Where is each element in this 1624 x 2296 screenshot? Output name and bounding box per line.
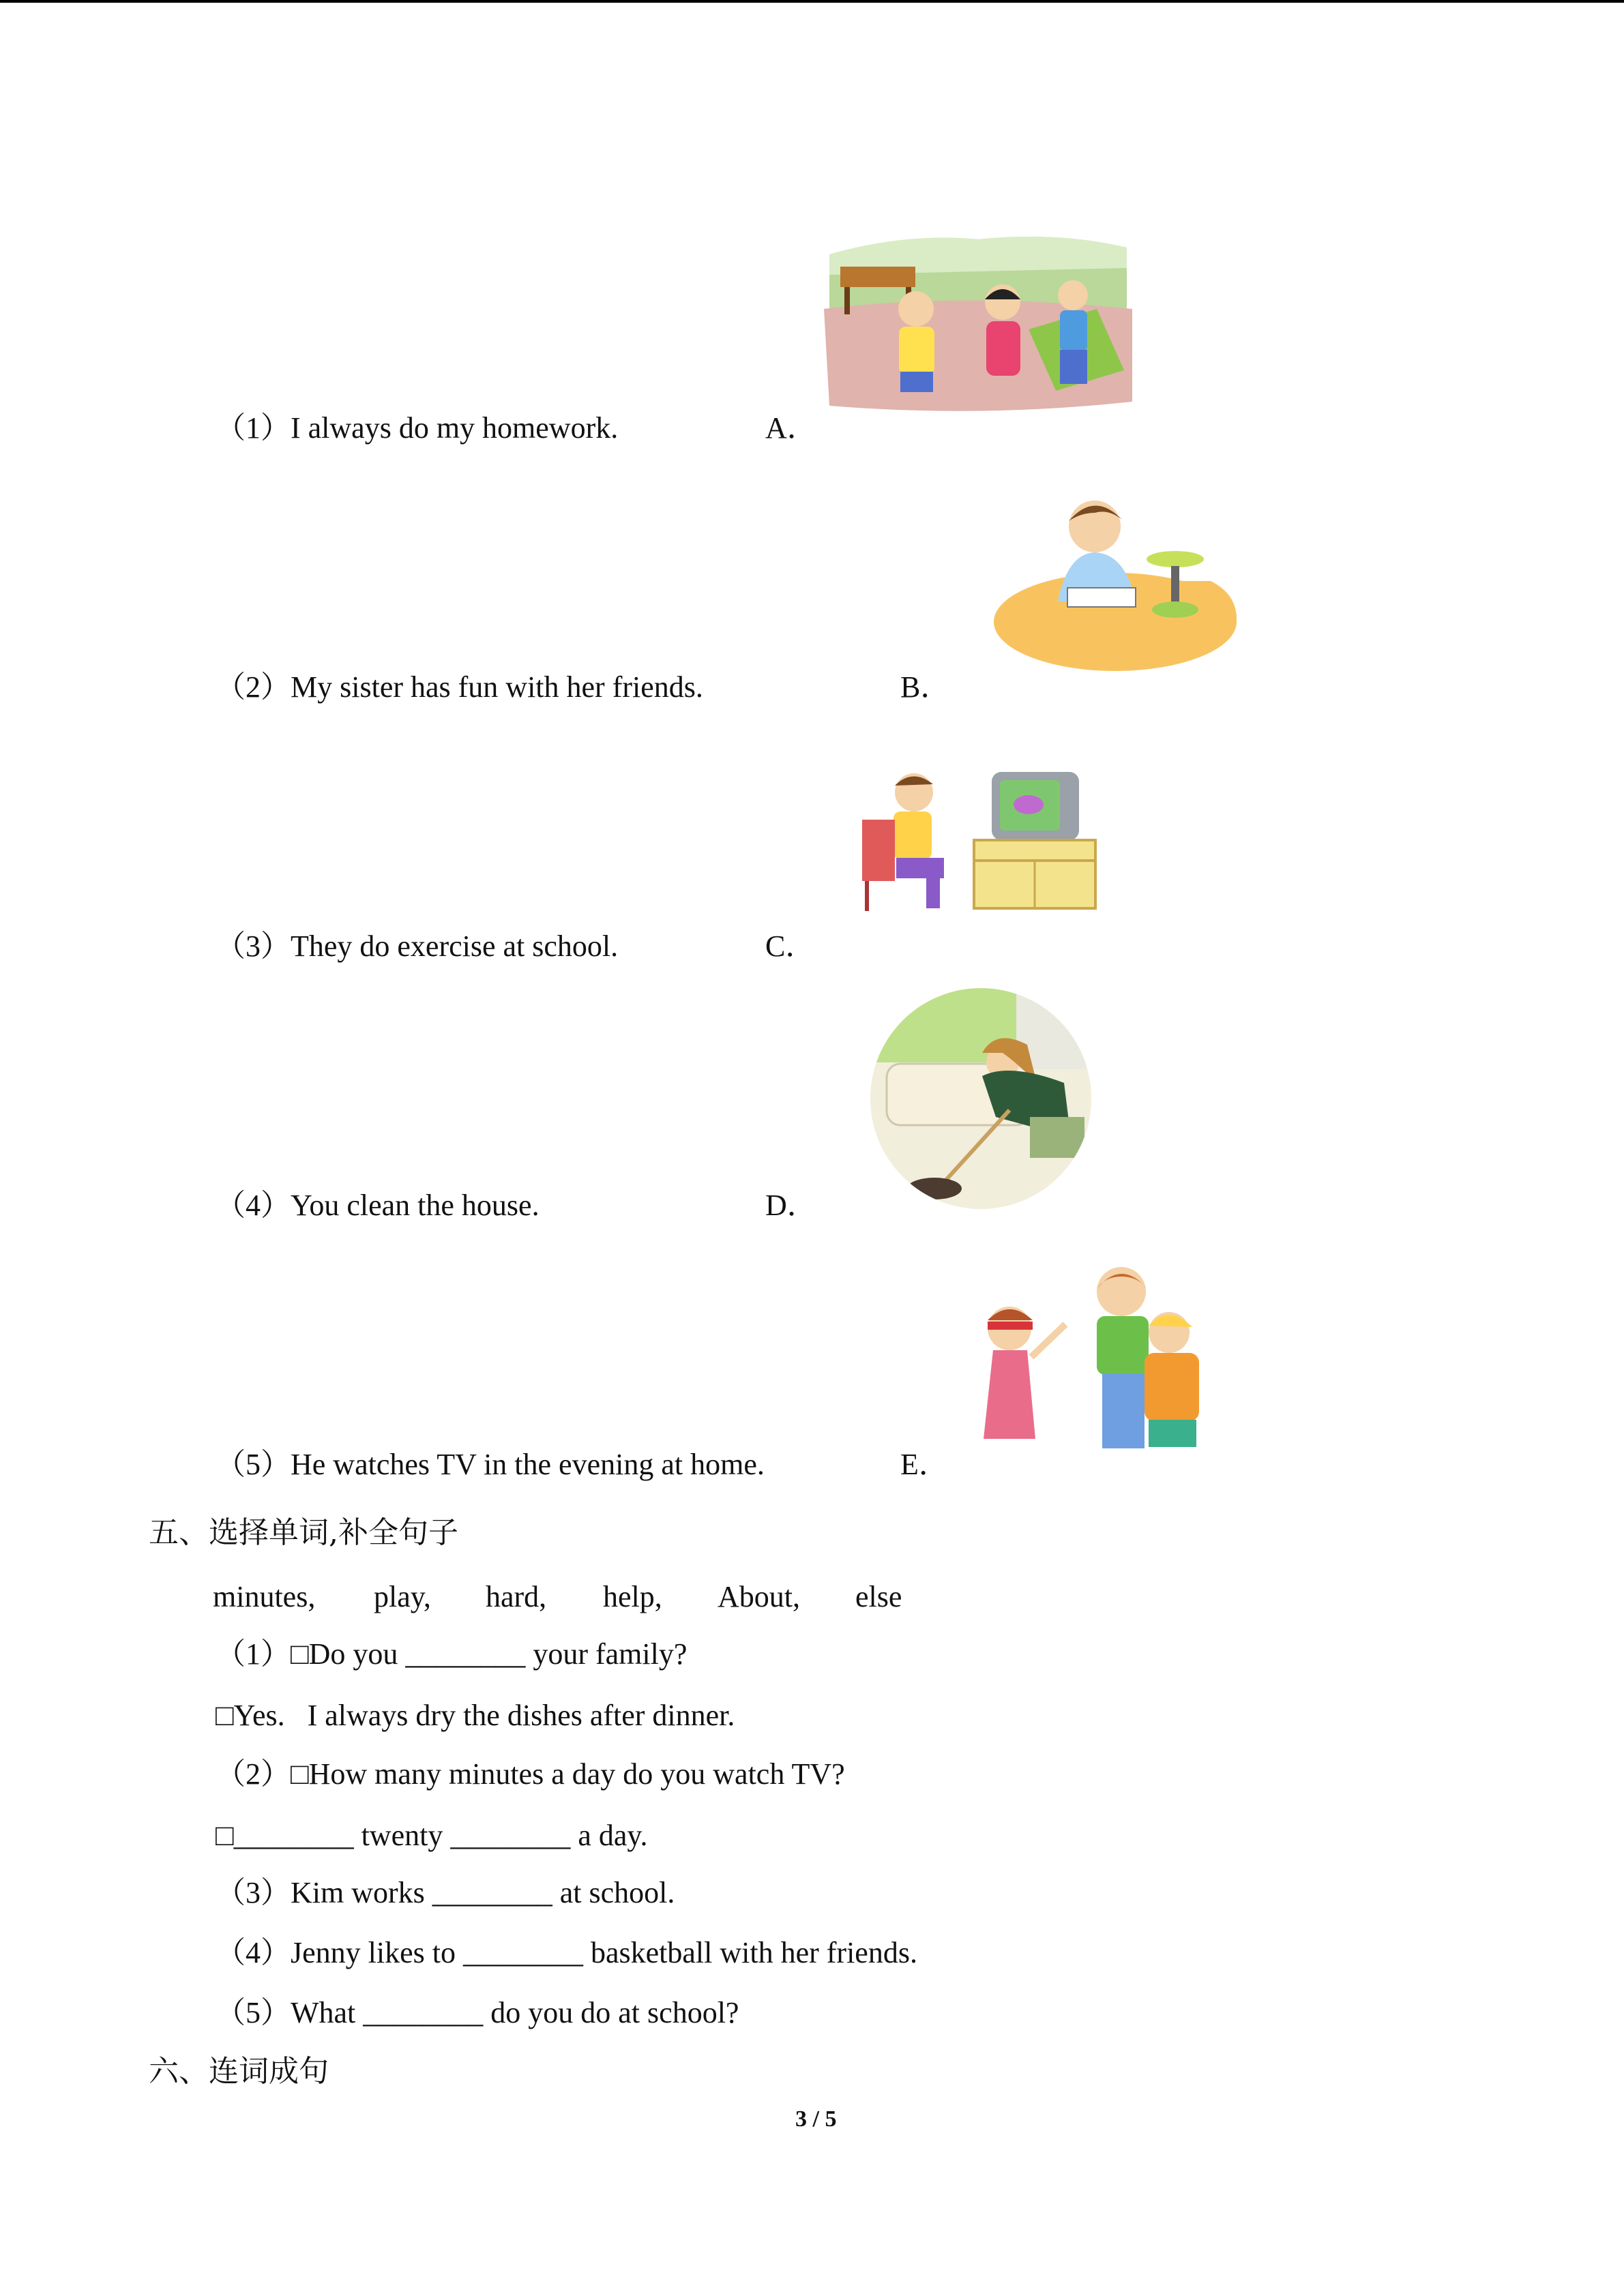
children-exercising-picture <box>824 227 1132 415</box>
option-letter: D． <box>765 1189 817 1222</box>
page-top-border <box>0 0 1624 3</box>
boy-watching-tv-picture <box>858 765 1097 915</box>
girl-cleaning-house-picture <box>866 987 1095 1210</box>
word-bank-item: minutes, <box>213 1580 316 1613</box>
option-letter: A． <box>765 411 817 445</box>
option-letter: E． <box>900 1448 949 1481</box>
word-bank-item: hard, <box>486 1580 547 1613</box>
word-bank-item: else <box>855 1580 902 1613</box>
page-number: 3 / 5 <box>795 2106 837 2132</box>
option-letter: B． <box>900 670 951 704</box>
word-bank-item: About, <box>718 1580 800 1613</box>
word-bank-item: play, <box>374 1580 431 1613</box>
boy-doing-homework-picture <box>992 486 1238 674</box>
matching-sentence: （1）I always do my homework. <box>216 411 619 445</box>
matching-sentence: （4）You clean the house. <box>216 1189 540 1222</box>
section-title: 五、选择单词,补全句子 <box>149 1515 458 1550</box>
exercise-line: （1）□Do you ________ your family? <box>216 1637 688 1671</box>
exercise-line: （4）Jenny likes to ________ basketball with her friends. <box>216 1936 917 1969</box>
word-bank-item: help, <box>603 1580 662 1613</box>
exercise-line: （5）What ________ do you do at school? <box>216 1996 739 2029</box>
matching-sentence: （2）My sister has fun with her friends. <box>216 670 703 704</box>
section-title: 六、连词成句 <box>149 2054 329 2089</box>
option-letter: C． <box>765 929 816 963</box>
exercise-line: （3）Kim works ________ at school. <box>216 1876 675 1909</box>
exercise-line: □________ twenty ________ a day. <box>216 1819 648 1852</box>
exercise-line: □Yes. I always dry the dishes after dinner. <box>216 1699 735 1732</box>
matching-sentence: （3）They do exercise at school. <box>216 929 619 963</box>
exercise-line: （2）□How many minutes a day do you watch TV? <box>216 1757 845 1791</box>
matching-sentence: （5）He watches TV in the evening at home. <box>216 1448 765 1481</box>
kids-playing-game-picture <box>977 1262 1222 1457</box>
